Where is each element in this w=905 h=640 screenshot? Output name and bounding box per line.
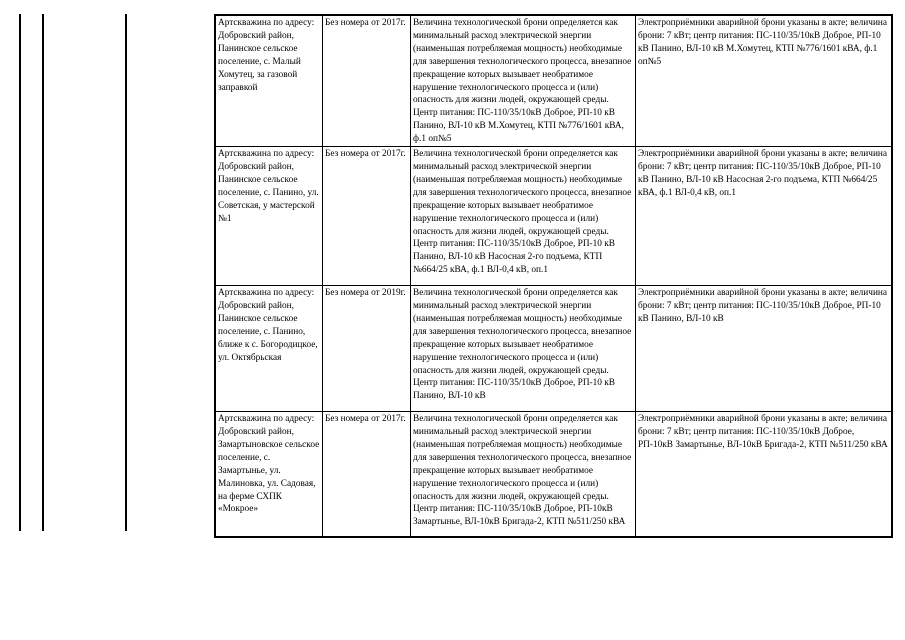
table-row bbox=[215, 286, 892, 412]
act-cell: Без номера от 2017г. bbox=[323, 147, 411, 286]
object-cell: Артскважина по адресу: Добровский район, Панинское сельское поселение, с. Панино, ул. Советская, у мастерской №1 bbox=[215, 147, 323, 286]
justification-cell: Величина технологической брони определяется как минимальный расход электрической энергии (наименьшая потребляемая мощность) необходимые для завершения технологического процесса, внезапное прекращение которых вызывает необратимое нарушение технологического процесса и (или) опасность для жизни людей, окружающей среды. Центр питания: ПС-110/35/10кВ Доброе, РП-10 кВ Панино, ВЛ-10 кВ Насосная 2-го подъема, КТП №664/25 кВА, ф.1 ВЛ-0,4 кВ, оп.1 bbox=[411, 147, 636, 286]
left-column-border-2 bbox=[42, 14, 44, 531]
justification-cell: Величина технологической брони определяется как минимальный расход электрической энергии (наименьшая потребляемая мощность) необходимые для завершения технологического процесса, внезапное прекращение которых вызывает необратимое нарушение технологического процесса и (или) опасность для жизни людей, окружающей среды. Центр питания: ПС-110/35/10кВ Доброе, РП-10кВ Замартынье, ВЛ-10кВ Бригада-2, КТП №511/250 кВА bbox=[411, 412, 636, 537]
object-cell: Артскважина по адресу: Добровский район, Замартыновское сельское поселение, с. Замартынье, ул. Малиновка, ул. Садовая, на ферме СХПК «Мокрое» bbox=[215, 412, 323, 537]
object-cell: Артскважина по адресу: Добровский район, Панинское сельское поселение, с. Малый Хомутец, за газовой заправкой bbox=[215, 15, 323, 147]
reserve-cell: Электроприёмники аварийной брони указаны в акте; величина брони: 7 кВт; центр питания: ПС-110/35/10кВ Доброе, РП-10 кВ Панино, ВЛ-10 кВ bbox=[636, 286, 893, 412]
table-row bbox=[215, 147, 892, 286]
reserve-cell: Электроприёмники аварийной брони указаны в акте; величина брони: 7 кВт; центр питания: ПС-110/35/10кВ Доброе, РП-10 кВ Панино, ВЛ-10 кВ Насосная 2-го подъема, КТП №664/25 кВА, ф.1 ВЛ-0,4 кВ, оп.1 bbox=[636, 147, 893, 286]
reserve-cell: Электроприёмники аварийной брони указаны в акте; величина брони: 7 кВт; центр питания: ПС-110/35/10кВ Доброе, РП-10кВ Замартынье, ВЛ-10кВ Бригада-2, КТП №511/250 кВА bbox=[636, 412, 893, 537]
object-cell: Артскважина по адресу: Добровский район, Панинское сельское поселение, с. Панино, ближе к с. Богородицкое, ул. Октябрьская bbox=[215, 286, 323, 412]
reserve-table bbox=[214, 14, 893, 538]
left-column-border-3 bbox=[125, 14, 127, 531]
act-cell: Без номера от 2017г. bbox=[323, 15, 411, 147]
act-cell: Без номера от 2019г. bbox=[323, 286, 411, 412]
table-row bbox=[215, 15, 892, 147]
table-row bbox=[215, 412, 892, 537]
left-column-border-1 bbox=[19, 14, 21, 531]
reserve-cell: Электроприёмники аварийной брони указаны в акте; величина брони: 7 кВт; центр питания: ПС-110/35/10кВ Доброе, РП-10 кВ Панино, ВЛ-10 кВ М.Хомутец, КТП №776/1601 кВА, ф.1 оп№5 bbox=[636, 15, 893, 147]
justification-cell: Величина технологической брони определяется как минимальный расход электрической энергии (наименьшая потребляемая мощность) необходимые для завершения технологического процесса, внезапное прекращение которых вызывает необратимое нарушение технологического процесса и (или) опасность для жизни людей, окружающей среды. Центр питания: ПС-110/35/10кВ Доброе, РП-10 кВ Панино, ВЛ-10 кВ bbox=[411, 286, 636, 412]
justification-cell: Величина технологической брони определяется как минимальный расход электрической энергии (наименьшая потребляемая мощность) необходимые для завершения технологического процесса, внезапное прекращение которых вызывает необратимое нарушение технологического процесса и (или) опасность для жизни людей, окружающей среды. Центр питания: ПС-110/35/10кВ Доброе, РП-10 кВ Панино, ВЛ-10 кВ М.Хомутец, КТП №776/1601 кВА, ф.1 оп№5 bbox=[411, 15, 636, 147]
act-cell: Без номера от 2017г. bbox=[323, 412, 411, 537]
